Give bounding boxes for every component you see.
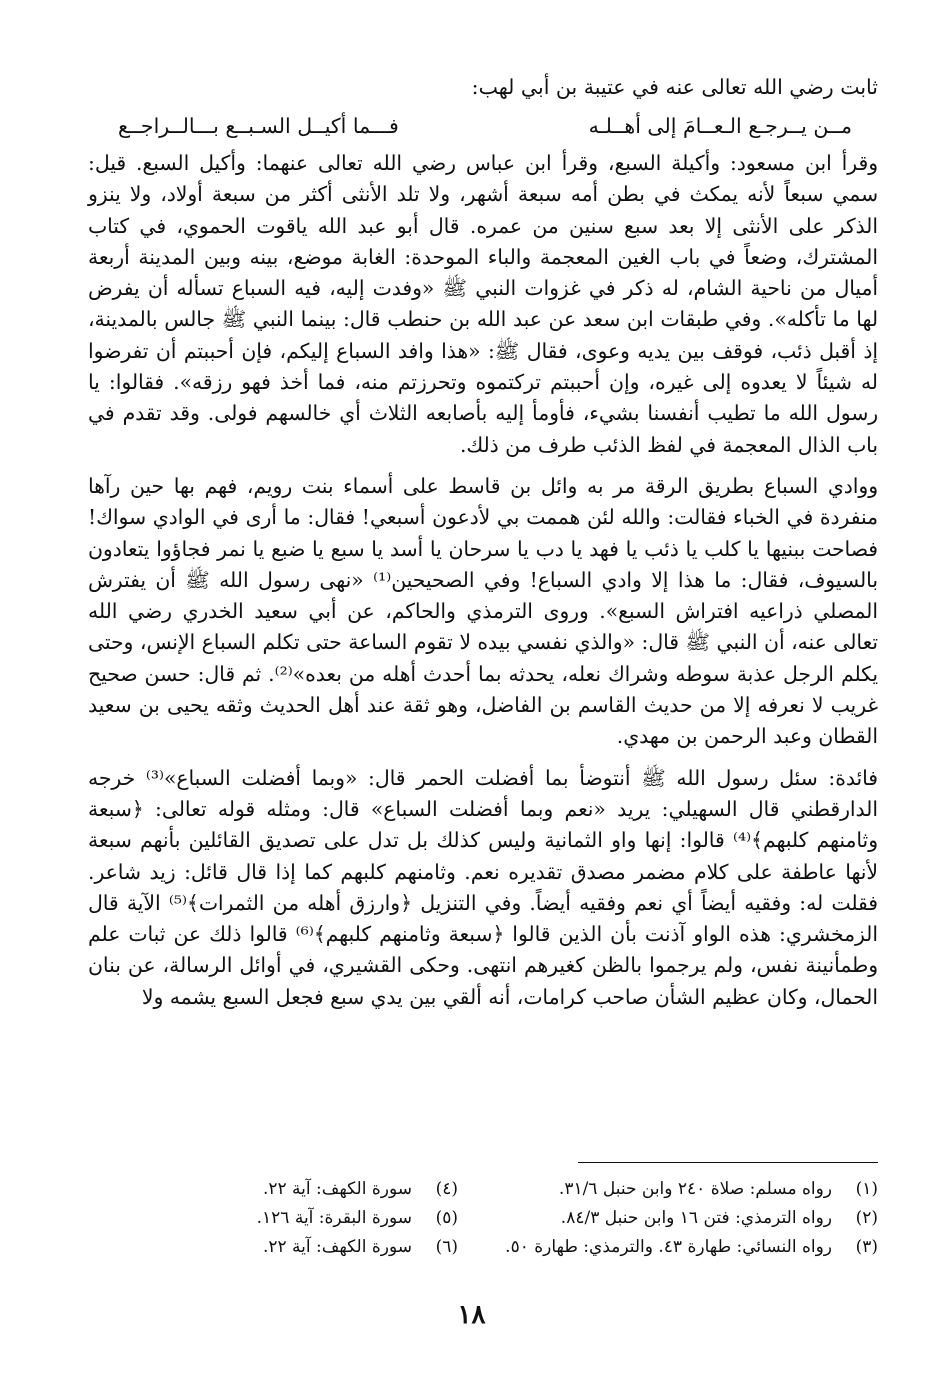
paragraph-2: ووادي السباع بطريق الرقة مر به وائل بن قاسط على أسماء بنت رويم، فهم بها حين رآها منفردة في الخباء فقالت: والله لئن هممت بي لأدعون أسبعي! فقال: ما أرى في الوادي سواك! فصاحت ببنيها يا كلب يا ذئب يا فهد يا دب يا سرحان يا أسد يا سبع يا ضبع يا نمر فجاؤوا يتعادون بالسيوف، فقال: ما هذا إلا وادي السباع! وفي الصحيحين⁽¹⁾ «نهى رسول الله ﷺ أن يفترش المصلي ذراعيه افتراش السبع». وروى الترمذي والحاكم، عن أبي سعيد الخدري رضي الله تعالى عنه، أن النبي ﷺ قال: «والذي نفسي بيده لا تقوم الساعة حتى تكلم السباع الإنس، وحتى يكلم الرجل عذبة سوطه وشراك نعله، يحدثه بما أحدث أهله من بعده»⁽²⁾. ثم قال: حسن صحيح غريب لا نعرفه إلا من حديث القاسم بن الفاضل، وهو ثقة عند أهل الحديث وثقه يحيى بن سعيد القطان وعبد الرحمن بن مهدي.	[88, 473, 878, 749]
footnote-item	[498, 1175, 878, 1204]
footnotes-column-right	[498, 1175, 878, 1262]
page-body	[88, 70, 878, 1013]
footnote-item	[118, 1175, 458, 1204]
paragraph-1: وقرأ ابن مسعود: وأكيلة السبع، وقرأ ابن عباس رضي الله تعالى عنهما: وأكيل السبع. قيل: سمي سبعاً لأنه يمكث في بطن أمه سبعة أشهر، ولا تلد الأنثى أكثر من سبعة أولاد، ولا ينزو الذكر على الأنثى إلا بعد سبع سنين من عمره. قال أبو عبد الله ياقوت الحموي، في كتاب المشترك، وضعاً في باب الغين المعجمة والباء الموحدة: الغابة موضع، بينه وبين المدينة أربعة أميال من ناحية الشام، له ذكر في غزوات النبي ﷺ «وفدت إليه، فيه السباع تسأله أن يفرض لها ما تأكله». وفي طبقات ابن سعد عن عبد الله بن حنطب قال: بينما النبي ﷺ جالس بالمدينة، إذ أقبل ذئب، فوقف بين يديه وعوى، فقال ﷺ: «هذا وافد السباع إليكم، فإن أحببتم أن تفرضوا له شيئاً لا يعدوه إلى غيره، وإن أحببتم تركتموه وتحرزتم منه، فما أخذ فهو رزقه». فقالوا: يا رسول الله ما تطيب أنفسنا بشيء، فأومأ إليه بأصابعه الثلاث أي خالسهم فولى. وقد تقدم في باب الذال المعجمة في لفظ الذئب طرف من ذلك.	[88, 151, 878, 457]
footnote-number: (٤)	[435, 1179, 458, 1199]
footnote-number: (٣)	[855, 1237, 878, 1257]
footnote-number: (١)	[855, 1179, 878, 1199]
footnote-item	[498, 1204, 878, 1233]
footnote-text: سورة الكهف: آية ٢٢.	[262, 1237, 412, 1257]
footnote-text: سورة البقرة: آية ١٢٦.	[256, 1208, 412, 1228]
footnote-number: (٢)	[855, 1208, 878, 1228]
footnote-text: رواه مسلم: صلاة ٢٤٠ وابن حنبل ٣١/٦.	[558, 1179, 832, 1199]
footnotes-column-left	[118, 1175, 458, 1262]
paragraph-3: فائدة: سئل رسول الله ﷺ أنتوضأ بما أفضلت الحمر قال: «وبما أفضلت السباع»⁽³⁾ خرجه الدارقطني قال السهيلي: يريد «نعم وبما أفضلت السباع» قال: ومثله قوله تعالى: ﴿سبعة وثامنهم كلبهم﴾⁽⁴⁾ قالوا: إنها واو الثمانية وليس كذلك بل تدل على تصديق القائلين بأنهم سبعة لأنها عاطفة على كلام مضمر مصدق تقديره نعم. وثامنهم كلبهم كما إذا قال قائل: زيد شاعر. فقلت له: وفقيه أيضاً أي نعم وفقيه أيضاً. وفي التنزيل ﴿وارزق أهله من الثمرات﴾⁽⁵⁾ الآية قال الزمخشري: هذه الواو آذنت بأن الذين قالوا ﴿سبعة وثامنهم كلبهم﴾⁽⁶⁾ قالوا ذلك عن ثبات علم وطمأنينة نفس، ولم يرجموا بالظن كغيرهم انتهى. وحكى القشيري، في أوائل الرسالة، عن بنان الحمال، وكان عظيم الشأن صاحب كرامات، أنه ألقي بين يدي سبع فجعل السبع يشمه ولا	[88, 765, 878, 1009]
footnote-item	[498, 1233, 878, 1262]
verse-hemistich-right: مــن يــرجـع الـعــامَ إلى أهــلـه	[588, 114, 852, 138]
footnote-item	[118, 1204, 458, 1233]
footnote-text: رواه الترمذي: فتن ١٦ وابن حنبل ٨٤/٣.	[560, 1208, 832, 1228]
footnote-text: سورة الكهف: آية ٢٢.	[262, 1179, 412, 1199]
verse-hemistich-left: فـــما أكيــل السـبــع بـــالــراجــع	[118, 114, 399, 138]
footnote-text: رواه النسائي: طهارة ٤٣. والترمذي: طهارة ٥٠.	[505, 1237, 832, 1257]
footnote-divider	[578, 1162, 878, 1163]
footnote-number: (٦)	[435, 1237, 458, 1257]
footnotes	[110, 1175, 878, 1262]
poem-verse	[88, 108, 878, 144]
footnote-item	[118, 1233, 458, 1262]
footnote-number: (٥)	[435, 1208, 458, 1228]
page-number: ١٨	[457, 1300, 486, 1330]
intro-line: ثابت رضي الله تعالى عنه في عتيبة بن أبي لهب:	[471, 75, 878, 99]
